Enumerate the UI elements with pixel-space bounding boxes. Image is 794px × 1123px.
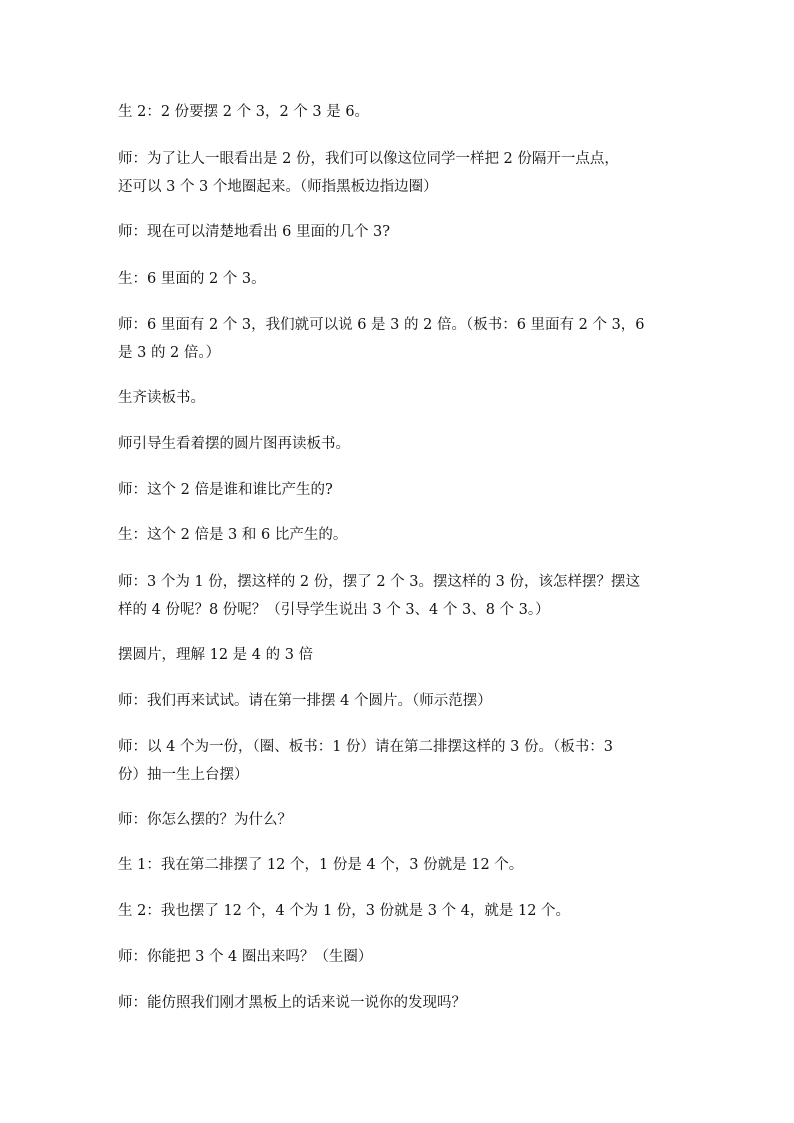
paragraph-15 bbox=[118, 851, 678, 879]
paragraph-line: 生 1：我在第二排摆了 12 个，1 份是 4 个，3 份就是 12 个。 bbox=[118, 857, 524, 873]
paragraph-line: 样的 4 份呢？8 份呢？（引导学生说出 3 个 3、4 个 3、8 个 3。） bbox=[118, 602, 550, 618]
paragraph-line: 师：我们再来试试。请在第一排摆 4 个圆片。（师示范摆） bbox=[118, 693, 492, 709]
paragraph-8 bbox=[118, 476, 678, 504]
paragraph-line: 摆圆片，理解 12 是 4 的 3 倍 bbox=[118, 647, 314, 663]
paragraph-line: 师：3 个为 1 份，摆这样的 2 份，摆了 2 个 3。摆这样的 3 份，该怎样摆？摆这 bbox=[118, 574, 640, 590]
paragraph-3 bbox=[118, 218, 678, 246]
paragraph-16 bbox=[118, 897, 678, 925]
paragraph-line: 还可以 3 个 3 个地圈起来。（师指黑板边指边圈） bbox=[118, 179, 438, 195]
paragraph-18 bbox=[118, 989, 678, 1017]
paragraph-line: 师：能仿照我们刚才黑板上的话来说一说你的发现吗？ bbox=[118, 995, 466, 1011]
paragraph-line: 师：这个 2 倍是谁和谁比产生的? bbox=[118, 482, 333, 498]
paragraph-line: 师：以 4 个为一份，（圈、板书：1 份）请在第二排摆这样的 3 份。（板书：3 bbox=[118, 739, 613, 755]
paragraph-14 bbox=[118, 806, 678, 834]
paragraph-13 bbox=[118, 733, 678, 789]
paragraph-line: 是 3 的 2 倍。） bbox=[118, 345, 221, 361]
paragraph-line: 生：这个 2 倍是 3 和 6 比产生的。 bbox=[118, 527, 348, 543]
paragraph-line: 师：你能把 3 个 4 圈出来吗？（生圈） bbox=[118, 949, 373, 965]
paragraph-line: 师：现在可以清楚地看出 6 里面的几个 3? bbox=[118, 224, 391, 240]
paragraph-line: 师：你怎么摆的？为什么？ bbox=[118, 812, 292, 828]
paragraph-line: 生：6 里面的 2 个 3。 bbox=[118, 271, 266, 287]
paragraph-10 bbox=[118, 568, 678, 624]
paragraph-line: 份）抽一生上台摆） bbox=[118, 767, 249, 783]
paragraph-12 bbox=[118, 687, 678, 715]
paragraph-line: 师引导生看着摆的圆片图再读板书。 bbox=[118, 436, 350, 452]
paragraph-5 bbox=[118, 311, 678, 367]
paragraph-4 bbox=[118, 265, 678, 293]
paragraph-17 bbox=[118, 943, 678, 971]
paragraph-line: 师：为了让人一眼看出是 2 份，我们可以像这位同学一样把 2 份隔开一点点， bbox=[118, 151, 619, 167]
paragraph-11 bbox=[118, 641, 678, 669]
paragraph-2 bbox=[118, 145, 678, 201]
paragraph-line: 生 2：2 份要摆 2 个 3，2 个 3 是 6。 bbox=[118, 104, 370, 120]
paragraph-1 bbox=[118, 98, 678, 126]
paragraph-6 bbox=[118, 384, 678, 412]
paragraph-line: 师：6 里面有 2 个 3，我们就可以说 6 是 3 的 2 倍。（板书：6 里面有 2 个 3，6 bbox=[118, 317, 645, 333]
paragraph-9 bbox=[118, 521, 678, 549]
paragraph-7 bbox=[118, 430, 678, 458]
paragraph-line: 生齐读板书。 bbox=[118, 390, 205, 406]
paragraph-line: 生 2：我也摆了 12 个，4 个为 1 份，3 份就是 3 个 4，就是 12 个。 bbox=[118, 903, 571, 919]
